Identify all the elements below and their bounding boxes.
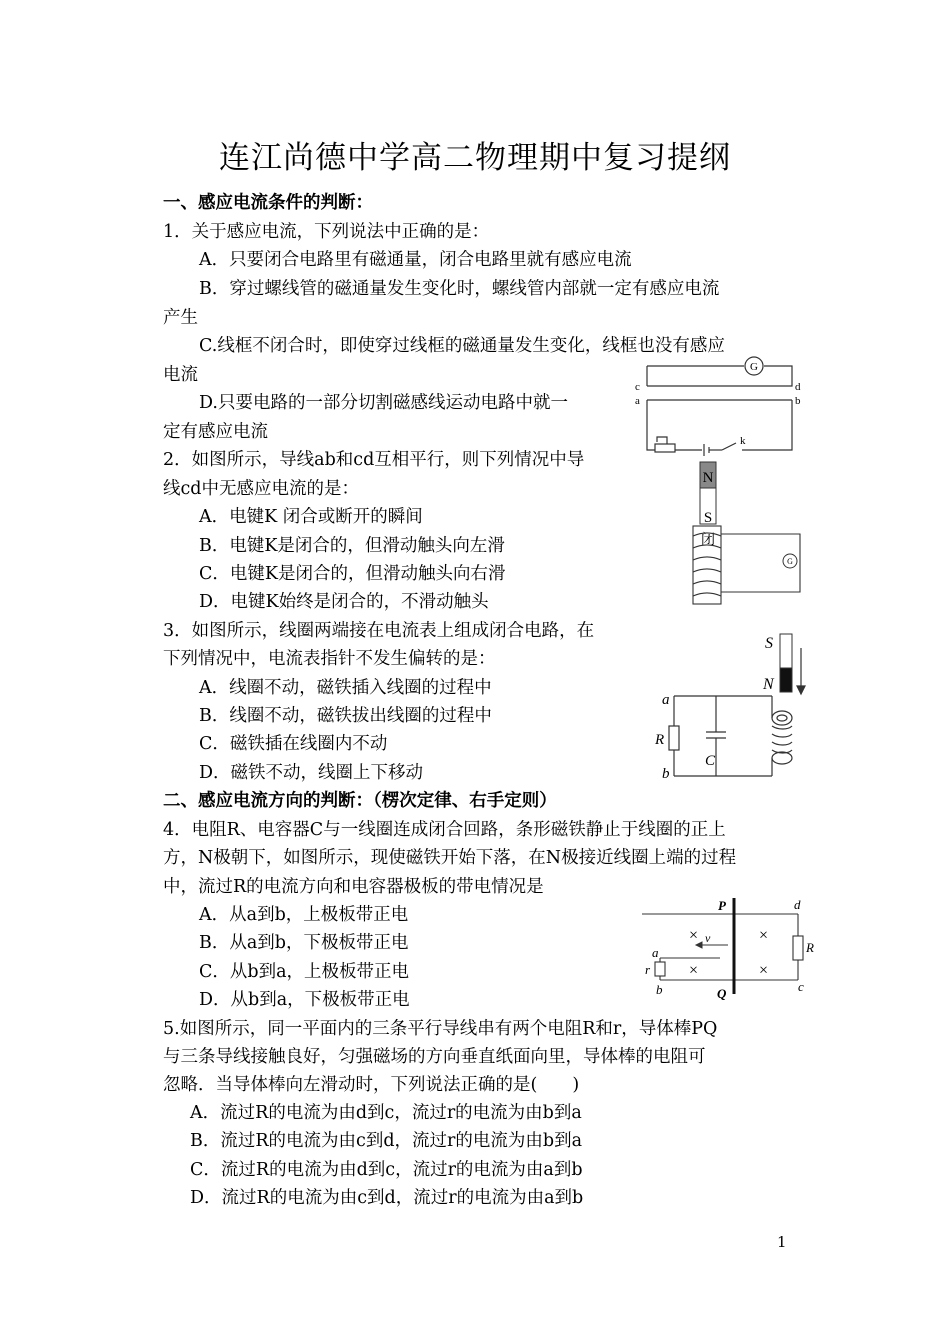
fig4-label-d: d <box>794 897 801 912</box>
q5-stem-cont-1: 与三条导线接触良好，匀强磁场的方向垂直纸面向里，导体棒的电阻可 <box>163 1047 706 1067</box>
fig1-label-b: b <box>795 395 801 407</box>
fig4-label-q: Q <box>717 986 727 1001</box>
field-cross: × <box>689 927 699 944</box>
q3-option-b: B．线圈不动，磁铁拔出线圈的过程中 <box>199 706 492 726</box>
q1-option-b: B．穿过螺线管的磁通量发生变化时，螺线管内部就一定有感应电流 <box>199 279 720 299</box>
q5-stem-cont-2: 忽略．当导体棒向左滑动时，下列说法正确的是( ) <box>163 1075 580 1095</box>
q1-stem: 1．关于感应电流，下列说法中正确的是： <box>163 222 490 242</box>
galvanometer-icon <box>745 357 763 375</box>
fig2-label-n: N <box>702 470 714 486</box>
fig4-label-c: c <box>798 979 804 994</box>
q2-option-c: C．电键K是闭合的，但滑动触头向右滑 <box>199 564 506 584</box>
section-heading-2: 二、感应电流方向的判断：（楞次定律、右手定则） <box>163 791 557 811</box>
q4-stem: 4．电阻R、电容器C与一线圈连成闭合回路，条形磁铁静止于线圈的正上 <box>163 820 726 840</box>
q2-option-d: D．电键K始终是闭合的，不滑动触头 <box>199 592 489 612</box>
fig3-label-r: R <box>655 732 665 748</box>
fig1-label-c: c <box>635 381 640 393</box>
q5-stem: 5.如图所示，同一平面内的三条平行导线串有两个电阻R和r，导体棒PQ <box>163 1019 718 1039</box>
fig3-label-s: S <box>765 635 773 652</box>
q2-stem-cont: 线cd中无感应电流的是： <box>163 479 360 499</box>
q1-option-b-cont: 产生 <box>163 308 198 328</box>
field-cross: × <box>759 962 769 979</box>
q2-stem: 2．如图所示，导线ab和cd互相平行，则下列情况中导 <box>163 450 585 470</box>
arrow-down-icon <box>797 648 805 694</box>
svg-text:G: G <box>787 557 793 566</box>
figure-rails-rod <box>640 894 825 1004</box>
q1-option-a: A．只要闭合电路里有磁通量，闭合电路里就有感应电流 <box>199 250 632 270</box>
page-title: 连江尚德中学高二物理期中复习提纲 <box>219 140 731 176</box>
q4-option-a: A．从a到b，上极板带正电 <box>199 905 409 925</box>
fig4-label-r-small: r <box>645 962 651 977</box>
field-cross: × <box>689 962 699 979</box>
figure-magnet-solenoid <box>690 462 805 608</box>
page-number: 1 <box>777 1233 787 1251</box>
q1-option-c-cont: 电流 <box>163 365 198 385</box>
q4-stem-cont-2: 中，流过R的电流方向和电容器极板的带电情况是 <box>163 877 544 897</box>
q3-stem: 3．如图所示，线圈两端接在电流表上组成闭合电路，在 <box>163 621 595 641</box>
q3-option-d: D．磁铁不动，线圈上下移动 <box>199 763 424 783</box>
q1-option-c: C.线框不闭合时，即使穿过线框的磁通量发生变化，线框也没有感应 <box>199 336 725 356</box>
fig4-label-p: P <box>718 898 726 913</box>
fig3-label-n: N <box>763 676 774 693</box>
q5-option-c: C．流过R的电流为由d到c，流过r的电流为由a到b <box>190 1160 583 1180</box>
velocity-arrow-icon <box>696 942 728 948</box>
q4-option-d: D．从b到a，下极板带正电 <box>199 990 410 1010</box>
fig4-label-b: b <box>656 982 663 997</box>
q2-option-b: B．电键K是闭合的，但滑动触头向左滑 <box>199 536 505 556</box>
svg-text:G: G <box>750 361 758 373</box>
fig1-label-k: k <box>740 435 746 447</box>
galvanometer-icon <box>783 554 797 568</box>
q4-stem-cont-1: 方，N极朝下，如图所示，现使磁铁开始下落，在N极接近线圈上端的过程 <box>163 848 737 868</box>
q3-stem-cont: 下列情况中，电流表指针不发生偏转的是： <box>163 649 496 669</box>
fig1-label-a: a <box>635 395 640 407</box>
section-heading-1: 一、感应电流条件的判断： <box>163 193 373 213</box>
q2-option-a: A．电键K 闭合或断开的瞬间 <box>199 507 423 527</box>
coil-icon <box>772 711 792 764</box>
figure-parallel-wires <box>632 358 802 458</box>
q1-option-d-cont: 定有感应电流 <box>163 422 268 442</box>
fig2-label-s: S <box>703 510 713 526</box>
q5-option-d: D．流过R的电流为由c到d，流过r的电流为由a到b <box>190 1188 584 1208</box>
fig2-label-close: 闭 <box>701 533 715 548</box>
fig4-label-a: a <box>652 945 659 960</box>
q4-option-c: C．从b到a，上极板带正电 <box>199 962 410 982</box>
q5-option-a: A．流过R的电流为由d到c，流过r的电流为由b到a <box>190 1103 582 1123</box>
q1-option-d: D.只要电路的一部分切割磁感线运动电路中就一 <box>199 393 568 413</box>
fig1-label-d: d <box>795 381 801 393</box>
q5-option-b: B．流过R的电流为由c到d，流过r的电流为由b到a <box>190 1131 583 1151</box>
fig3-label-a: a <box>662 692 670 708</box>
fig4-label-r-big: R <box>806 940 814 955</box>
fig3-label-c: C <box>705 753 716 769</box>
q3-option-a: A．线圈不动，磁铁插入线圈的过程中 <box>199 678 492 698</box>
fig4-label-v: v <box>705 931 711 945</box>
q4-option-b: B．从a到b，下极板带正电 <box>199 933 409 953</box>
figure-rc-coil <box>652 628 812 780</box>
q3-option-c: C．磁铁插在线圈内不动 <box>199 734 388 754</box>
fig3-label-b: b <box>662 766 670 782</box>
field-cross: × <box>759 927 769 944</box>
